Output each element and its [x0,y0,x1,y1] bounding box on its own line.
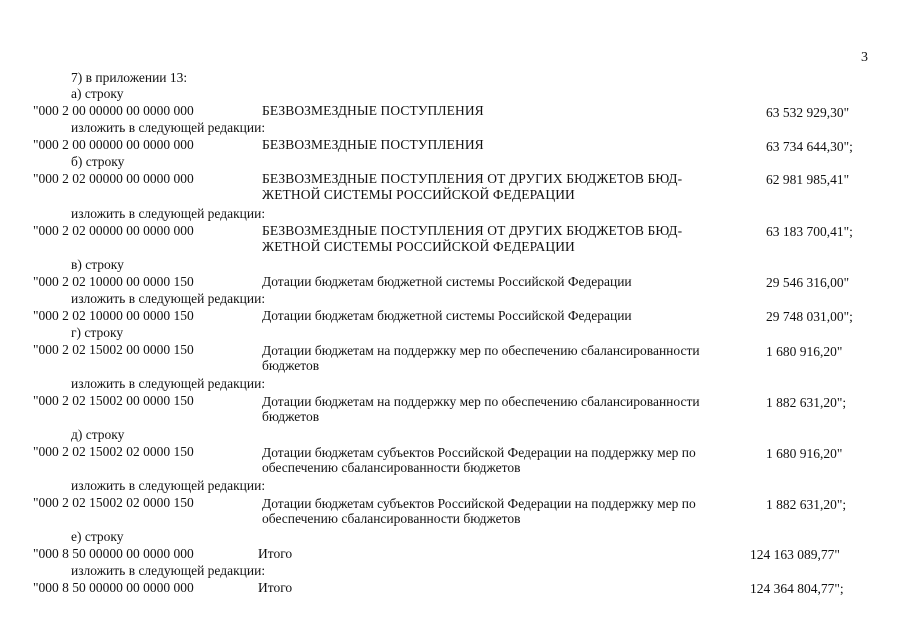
budget-amount: 124 364 804,77"; [750,581,844,596]
item-label: д) строку [71,427,125,442]
budget-name: БЕЗВОЗМЕЗДНЫЕ ПОСТУПЛЕНИЯ [262,103,484,118]
budget-name: БЕЗВОЗМЕЗДНЫЕ ПОСТУПЛЕНИЯ ОТ ДРУГИХ БЮДЖЕТОВ БЮД- [262,223,683,238]
budget-name: БЕЗВОЗМЕЗДНЫЕ ПОСТУПЛЕНИЯ ОТ ДРУГИХ БЮДЖЕТОВ БЮД- [262,171,683,186]
budget-amount: 63 532 929,30" [766,105,850,120]
budget-name: БЕЗВОЗМЕЗДНЫЕ ПОСТУПЛЕНИЯ [262,137,484,152]
budget-code: "000 2 00 00000 00 0000 000 [33,137,194,152]
budget-code: "000 8 50 00000 00 0000 000 [33,546,194,561]
budget-name: Дотации бюджетам субъектов Российской Федерации на поддержку мер по [262,445,696,460]
budget-name: Дотации бюджетам на поддержку мер по обеспечению сбалансированности [262,343,700,358]
budget-name: бюджетов [262,409,320,424]
budget-code: "000 2 02 15002 00 0000 150 [33,393,194,408]
item-label: а) строку [71,86,124,101]
replace-instruction: изложить в следующей редакции: [71,376,266,391]
budget-amount: 62 981 985,41" [766,172,850,187]
budget-name: Дотации бюджетам бюджетной системы Российской Федерации [262,308,632,323]
page-number: 3 [861,50,868,65]
budget-code: "000 2 02 15002 02 0000 150 [33,495,194,510]
item-label: в) строку [71,257,124,272]
budget-amount: 1 882 631,20"; [766,395,847,410]
budget-amount: 124 163 089,77" [750,547,840,562]
budget-code: "000 2 02 15002 00 0000 150 [33,342,194,357]
budget-code: "000 8 50 00000 00 0000 000 [33,580,194,595]
budget-name: ЖЕТНОЙ СИСТЕМЫ РОССИЙСКОЙ ФЕДЕРАЦИИ [262,187,575,202]
budget-code: "000 2 02 10000 00 0000 150 [33,308,194,323]
budget-name: Дотации бюджетам на поддержку мер по обеспечению сбалансированности [262,394,700,409]
budget-name: бюджетов [262,358,320,373]
replace-instruction: изложить в следующей редакции: [71,291,266,306]
budget-name: обеспечению сбалансированности бюджетов [262,511,521,526]
budget-code: "000 2 02 10000 00 0000 150 [33,274,194,289]
budget-name: обеспечению сбалансированности бюджетов [262,460,521,475]
budget-name: Дотации бюджетам субъектов Российской Федерации на поддержку мер по [262,496,696,511]
budget-code: "000 2 00 00000 00 0000 000 [33,103,194,118]
budget-name: Итого [258,546,293,561]
budget-name: Дотации бюджетам бюджетной системы Российской Федерации [262,274,632,289]
replace-instruction: изложить в следующей редакции: [71,563,266,578]
budget-amount: 63 734 644,30"; [766,139,853,154]
item-label: г) строку [71,325,124,340]
budget-name: ЖЕТНОЙ СИСТЕМЫ РОССИЙСКОЙ ФЕДЕРАЦИИ [262,239,575,254]
budget-amount: 63 183 700,41"; [766,224,853,239]
budget-code: "000 2 02 00000 00 0000 000 [33,171,194,186]
item-label: б) строку [71,154,125,169]
budget-amount: 1 680 916,20" [766,344,843,359]
budget-amount: 29 546 316,00" [766,275,850,290]
replace-instruction: изложить в следующей редакции: [71,120,266,135]
budget-amount: 29 748 031,00"; [766,309,853,324]
replace-instruction: изложить в следующей редакции: [71,206,266,221]
section-heading: 7) в приложении 13: [71,70,188,85]
budget-amount: 1 882 631,20"; [766,497,847,512]
budget-code: "000 2 02 15002 02 0000 150 [33,444,194,459]
budget-amount: 1 680 916,20" [766,446,843,461]
replace-instruction: изложить в следующей редакции: [71,478,266,493]
budget-name: Итого [258,580,293,595]
budget-code: "000 2 02 00000 00 0000 000 [33,223,194,238]
item-label: е) строку [71,529,124,544]
